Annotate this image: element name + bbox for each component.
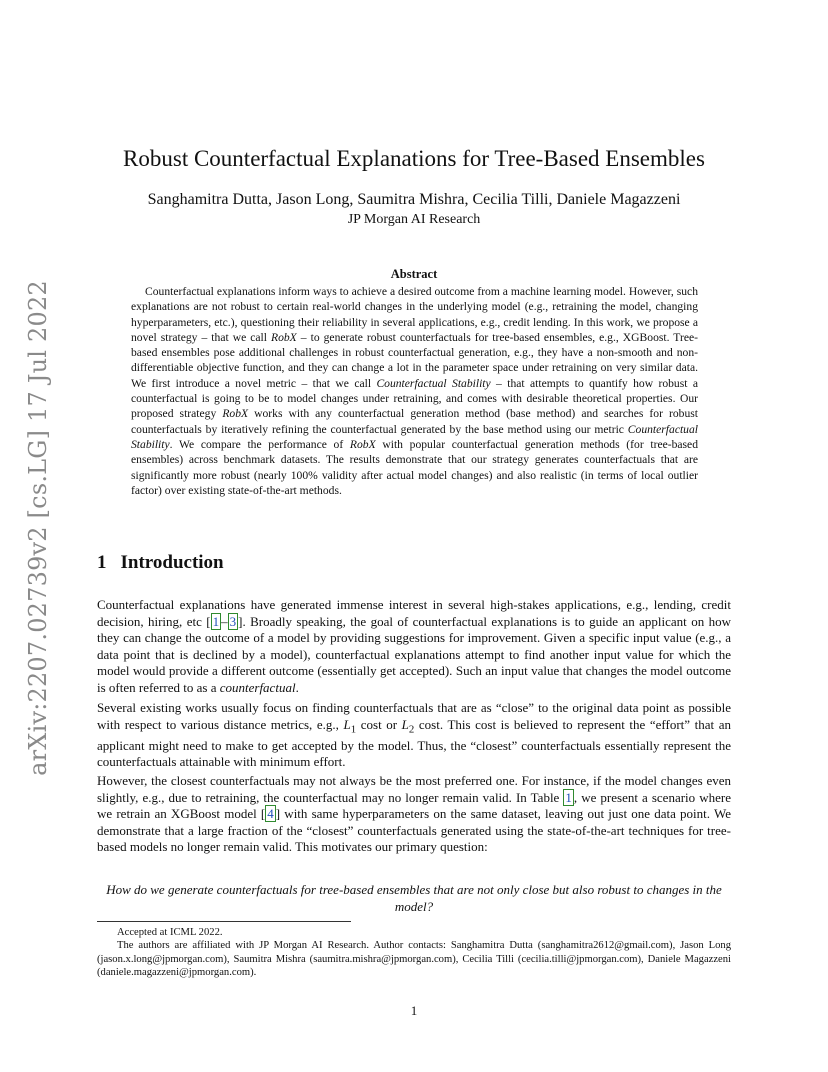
citation-range-dash: – (221, 613, 228, 629)
page-number: 1 (410, 1003, 418, 1018)
paragraph-text: Several existing works usually focus on finding counterfactuals that are as “close” to the original data point as possible with respect to various distance metrics, e.g., (97, 700, 731, 732)
intro-paragraph-3: However, the closest counterfactuals may not always be the most preferred one. For instance, if the model changes even slightly, e.g., due to retraining, the counterfactual may no longer remain valid. In Table 1 , we present a scenario where we retrain an XGBoost model [ 4 ] with same hyperparameters on the same dataset, leaving out just one data point. We demonstrate that a large fraction of the “closest” counterfactuals generated using the state-of-the-art techniques for tree-based models no longer remain valid. This motivates our primary question: (97, 773, 731, 855)
abstract-text: works with any counterfactual generation method (base method) and searches for robust counterfactuals by iteratively refining the counterfactual generated by the base method using our metric (131, 407, 698, 436)
research-question: How do we generate counterfactuals for tree-based ensembles that are not only close but also robust to changes in the model? (106, 882, 722, 914)
paper-title: Robust Counterfactual Explanations for Tree-Based Ensembles (123, 146, 705, 171)
table-reference-link[interactable]: 1 (565, 789, 572, 805)
abstract-heading: Abstract (390, 267, 438, 281)
abstract-text: – that attempts to quantify how robust a counterfactual is going to be to model changes under retraining, and comes with desirable theoretical properties. Our proposed strategy (131, 376, 698, 421)
footnote-divider (97, 921, 351, 922)
abstract-text: Counterfactual explanations inform ways to achieve a desired outcome from a machine learning model. However, such explanations are not robust to certain real-world changes in the underlying model (e.g., retraining the model, changing hyperparameters, etc.), questioning their reliability in several applications, e.g., credit lending. In this work, we propose a novel strategy – that we call (131, 285, 698, 344)
citation-link[interactable]: 3 (229, 613, 237, 629)
math-symbol: L (401, 716, 409, 732)
paragraph-text: Counterfactual explanations have generated immense interest in several high-stakes applications, e.g., lending, credit decision, hiring, etc (97, 597, 731, 629)
paragraph-text: cost or (356, 716, 402, 732)
footnote-acceptance: Accepted at ICML 2022. (117, 927, 223, 938)
citation-link[interactable]: 1 (212, 613, 220, 629)
math-symbol: L (343, 716, 351, 732)
section-title: Introduction (120, 552, 224, 573)
emphasized-term: counterfactual (219, 679, 296, 695)
paragraph-text: However, the closest counterfactuals may not always be the most preferred one. For instance, if the model changes even slightly, e.g., due to retraining, the counterfactual may no longer remain valid. In Table (97, 773, 731, 805)
abstract-text: with popular counterfactual generation methods (for tree-based ensembles) across benchmark datasets. The results demonstrate that our strategy generates counterfactuals that are significantly more robust (nearly 100% validity after actual model changes) and also realistic (in terms of local outlier factor) over existing state-of-the-art methods. (131, 437, 698, 497)
paragraph-text: , we present a scenario where we retrain an XGBoost model (97, 789, 731, 822)
paragraph-text: cost. This cost is believed to represent the “effort” that an applicant might need to make to get accepted by the model. Thus, the “closest” counterfactuals essentially represent the counterfactuals attainable with minimum effort. (97, 716, 731, 770)
math-subscript: 2 (408, 723, 415, 736)
abstract-metric-name: Counterfactual Stability (376, 376, 491, 390)
footnote-author-contacts: The authors are affiliated with JP Morgan AI Research. Author contacts: Sanghamitra Dutta (sanghamitra2612@gmail.com), Jason Long (jason.x.long@jpmorgan.com), Saumitra Mishra (saumitra.mishra@jpmorgan.com), Cecilia Tilli (cecilia.tilli@jpmorgan.com), Daniele Magazzeni (daniele.magazzeni@jpmorgan.com). (97, 940, 731, 979)
section-number: 1 (97, 552, 107, 573)
intro-paragraph-1: Counterfactual explanations have generated immense interest in several high-stakes applications, e.g., lending, credit decision, hiring, etc [ 1 – 3 ]. Broadly speaking, the goal of counterfactual explanations is to guide an applicant on how they can change the outcome of a model by providing suggestions for improvement. Given a specific input value (e.g., a data point that is declined by a model), counterfactual explanations attempt to find another input value for which the model would provide a different outcome (essentially get accepted). Such an input value that changes the model outcome is often referred to as a counterfactual. (97, 597, 731, 695)
math-subscript: 1 (350, 723, 357, 736)
abstract-text: – to generate robust counterfactuals for tree-based ensembles, e.g., XGBoost. Tree-based ensembles pose additional challenges in robust counterfactual generation, e.g., they have a non-smooth and non-differentiable objective function, and they can change a lot in the parameter space under retraining on very similar data. We first introduce a novel metric – that we call (131, 330, 698, 390)
arxiv-identifier-text: arXiv:2207.02739v2 [cs.LG] 17 Jul 2022 (24, 280, 52, 776)
author-list: Sanghamitra Dutta, Jason Long, Saumitra Mishra, Cecilia Tilli, Daniele Magazzeni (147, 191, 681, 208)
abstract-metric-name: Counterfactual Stability (131, 422, 698, 451)
section-heading-introduction (97, 552, 224, 574)
abstract-method-name: RobX (222, 407, 249, 421)
abstract-method-name: RobX (349, 437, 376, 451)
arxiv-identifier-stamp (19, 280, 57, 776)
paragraph-text: with same hyperparameters on the same dataset, leaving out just one data point. We demonstrate that a large fraction of the “closest” counterfactuals generated using the state-of-the-art techniques for tree-based models no longer remain valid. This motivates our primary question: (97, 806, 731, 855)
abstract-method-name: RobX (271, 330, 297, 344)
citation-link[interactable]: 4 (267, 806, 274, 822)
author-affiliation: JP Morgan AI Research (347, 212, 481, 227)
paragraph-text: . Broadly speaking, the goal of counterfactual explanations is to guide an applicant on how they can change the outcome of a model by providing suggestions for improvement. Given a specific input value (e.g., a data point that is declined by a model), counterfactual explanations attempt to find another input value for which the model would provide a different outcome (essentially get accepted). Such an input value that changes the model outcome is often referred to as a (97, 613, 731, 695)
footnotes (97, 926, 731, 980)
abstract-body (131, 284, 698, 498)
paragraph-text: . (295, 679, 299, 695)
abstract-text: . We compare the performance of (169, 437, 350, 451)
intro-paragraph-2 (97, 700, 731, 771)
